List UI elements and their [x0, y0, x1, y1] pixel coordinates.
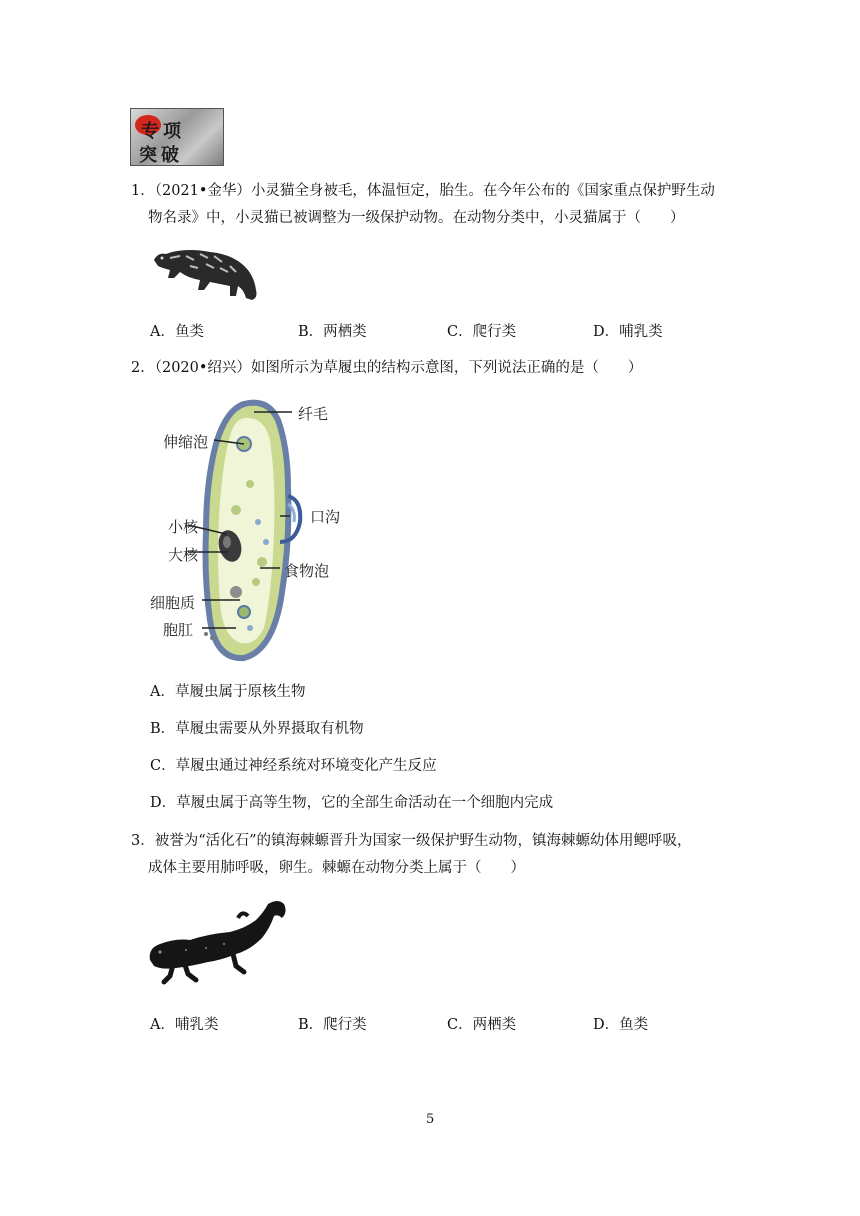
q1-option-d[interactable]: D．哺乳类 — [593, 324, 663, 340]
q1-option-c[interactable]: C．爬行类 — [447, 324, 517, 340]
q3-option-d[interactable]: D．鱼类 — [593, 1017, 649, 1033]
section-badge — [130, 108, 224, 166]
q3-option-a[interactable]: A．哺乳类 — [150, 1017, 219, 1033]
badge-line2: 突破 — [139, 145, 183, 166]
q3-option-c[interactable]: C．两栖类 — [447, 1017, 517, 1033]
label-micronucleus: 小核 — [168, 518, 199, 536]
label-food-vacuole: 食物泡 — [284, 562, 330, 580]
label-oral-groove: 口沟 — [310, 508, 341, 526]
q3-line1: 3．被誉为“活化石”的镇海棘螈晋升为国家一级保护野生动物，镇海棘螈幼体用鳃呼吸， — [131, 833, 692, 849]
q3-line2: 成体主要用肺呼吸，卵生。棘螈在动物分类上属于（ ） — [148, 860, 525, 876]
q1-option-a[interactable]: A．鱼类 — [150, 324, 204, 340]
label-macronucleus: 大核 — [168, 546, 199, 564]
label-contractile-vacuole: 伸缩泡 — [163, 433, 209, 451]
civet-image — [150, 238, 262, 304]
q1-line2: 物名录》中，小灵猫已被调整为一级保护动物。在动物分类中，小灵猫属于（ ） — [148, 210, 685, 226]
q2-option-b[interactable]: B．草履虫需要从外界摄取有机物 — [150, 721, 364, 737]
q1-line1: 1．（2021•金华）小灵猫全身被毛，体温恒定，胎生。在今年公布的《国家重点保护野生动 — [131, 183, 715, 199]
badge-line1: 专项 — [141, 121, 185, 142]
label-cilia: 纤毛 — [298, 405, 329, 423]
label-cytoplasm: 细胞质 — [150, 594, 196, 612]
newt-image — [146, 894, 294, 994]
q2-option-d[interactable]: D．草履虫属于高等生物，它的全部生命活动在一个细胞内完成 — [150, 795, 554, 811]
q1-option-b[interactable]: B．两栖类 — [298, 324, 367, 340]
q2-option-a[interactable]: A．草履虫属于原核生物 — [150, 684, 306, 700]
q2-option-c[interactable]: C．草履虫通过神经系统对环境变化产生反应 — [150, 758, 437, 774]
q2-line1: 2．（2020•绍兴）如图所示为草履虫的结构示意图，下列说法正确的是（ ） — [131, 360, 643, 376]
q3-option-b[interactable]: B．爬行类 — [298, 1017, 367, 1033]
label-anal-pore: 胞肛 — [163, 621, 194, 639]
page-number: 5 — [426, 1112, 435, 1127]
